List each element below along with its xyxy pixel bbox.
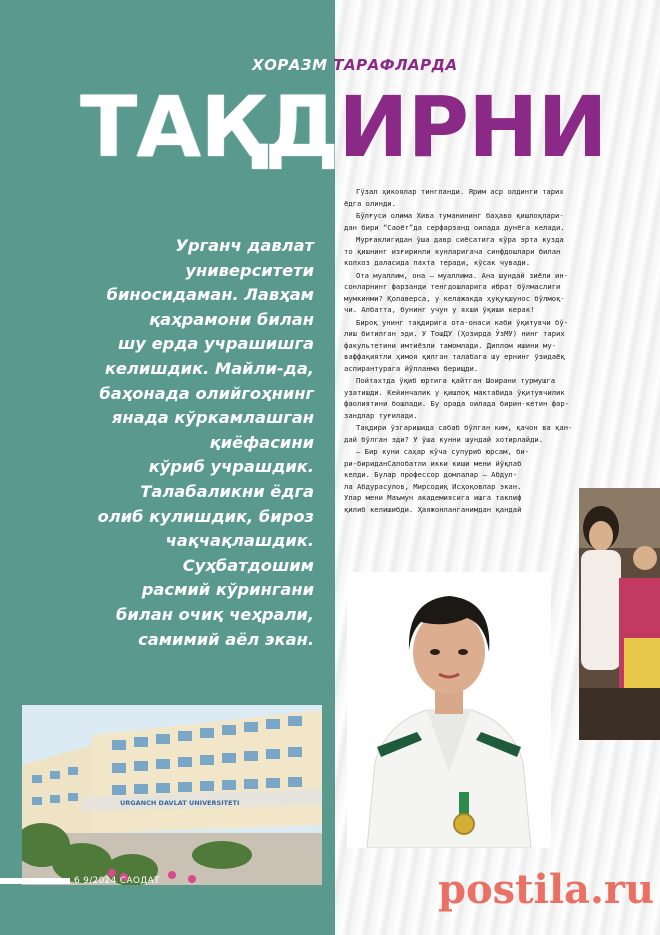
- quote-line: олиб кулишдик, бироз: [97, 506, 314, 526]
- side-photo-students: [579, 488, 660, 740]
- article-line: ри-бириданСалобатли икки киши мени йўқлаб: [344, 458, 522, 468]
- article-line: – Бир куни саҳар кўча супуриб юрсам, би-: [356, 447, 530, 456]
- article-line: факультетини имтиёзли тамомлади. Диплом ишини му-: [344, 340, 557, 350]
- article-line: Бироқ унинг тақдирига ота-онаси каби ўқитувчи бў-: [356, 317, 569, 327]
- article-line: дан бири “Саоёт”да серфарзанд оилада дунёга келади.: [344, 222, 565, 232]
- kicker-word-1: ХОРАЗМ: [252, 56, 328, 74]
- article-line: сонларнинг фарзанди тенгдошларига ибрат бўлмаслиги: [344, 282, 561, 291]
- article-line: қилиб келишибди. Ҳаяжонланганимдан қандай: [344, 504, 522, 514]
- university-building-illustration: [22, 705, 322, 885]
- site-watermark: postila.ru: [438, 866, 655, 913]
- article-line: зандлар туғилади.: [344, 410, 418, 420]
- title-part-white: ТАҚД: [80, 78, 339, 176]
- quote-line: янада кўркамлашган: [111, 408, 314, 428]
- article-line: колхоз даласида пахта теради, кўсак чувади.: [344, 258, 531, 267]
- article-title: [80, 78, 607, 176]
- article-line: Бўлғуси олима Хива туманининг баҳаво қишлоқлари-: [356, 211, 564, 220]
- quote-line: қаҳрамони билан: [149, 309, 314, 329]
- article-line: ваффақиятли ҳимоя қилган талабага шу ернинг ўзидаёқ: [344, 352, 565, 361]
- article-line: Гўзал ҳикоялар тингланди. Ярим аср олдинги тарих: [356, 187, 564, 196]
- article-line: узатишди. Кейинчалик у қишлоқ мактабида ўқитувчилик: [344, 387, 565, 397]
- article-line: фаолиятини бошлади. Бу орада оилада бирин-кетин фар-: [344, 399, 570, 408]
- portrait-photo: [347, 572, 551, 848]
- quote-line: самимий аёл экан.: [138, 629, 314, 649]
- quote-line: Суҳбатдошим: [182, 555, 314, 575]
- page-footer: 6 9/2024 САОДАТ: [74, 876, 160, 886]
- article-line: аспирантурага йўлланма берищди.: [344, 363, 479, 373]
- article-line: Мурғаклигидан ўша давр сиёсатига кўра эрта кузда: [356, 235, 564, 244]
- quote-line: билан очиқ чеҳрали,: [116, 604, 314, 624]
- quote-line: шу ерда учрашишга: [118, 334, 314, 354]
- section-kicker: [252, 56, 458, 74]
- quote-line: биносидаман. Лавҳам: [106, 285, 314, 305]
- article-paragraph: [344, 186, 602, 209]
- article-line: чи. Албатта, бунинг учун у яхши ўқиши керак!: [344, 305, 535, 314]
- article-line: Улар мени Маъмун академиясига ишга таклиф: [344, 493, 522, 502]
- quote-line: қиёфасини: [209, 432, 314, 452]
- portrait-illustration: [347, 572, 551, 848]
- quote-line: университети: [185, 260, 314, 280]
- article-paragraph: [344, 210, 602, 233]
- article-line: ла Абдурасулов, Мирсодиқ Исҳоқовлар экан.: [344, 481, 522, 491]
- article-paragraph: [344, 270, 602, 316]
- article-line: Тақдири ўзгаришида сабаб бўлган ким, қачон ва қан-: [356, 423, 573, 432]
- students-illustration: [579, 488, 660, 740]
- quote-line: баҳонада олийгоҳнинг: [99, 383, 314, 403]
- quote-line: Урганч давлат: [175, 236, 314, 255]
- kicker-word-2: ТАРАФЛАРДА: [333, 56, 458, 74]
- quote-line: кўриб учрашдик.: [148, 457, 314, 477]
- quote-line: келишдик. Майли-да,: [104, 358, 314, 378]
- title-part-purple: ИРНИ: [338, 78, 607, 176]
- article-line: келди. Булар профессор домлалар – Абдул-: [344, 470, 518, 479]
- article-paragraph: [344, 422, 602, 445]
- article-line: Пойтахтда ўқиб юртига қайтган Шоирани турмушга: [356, 376, 556, 385]
- article-paragraph: [344, 446, 602, 515]
- article-paragraph: [344, 317, 602, 375]
- article-line: Ота муаллим, она – муаллима. Ана шундай зиёли ин-: [356, 270, 569, 280]
- article-line: то қишнинг изғиринли кунларигача синфдошлари билан: [344, 246, 561, 256]
- article-line: ёдга олинди.: [344, 198, 396, 208]
- article-line: мумкинми? Қолаверса, у келажакда ҳуқуқшунос бўлмоқ-: [344, 293, 565, 303]
- article-body: [344, 186, 602, 516]
- article-line: дай бўлган эди? У ўша кунни шундай хотирлайди.: [344, 434, 544, 444]
- quote-line: Талабаликни ёдга: [140, 481, 314, 501]
- article-paragraph: [344, 375, 602, 421]
- building-sign: URGANCH DAVLAT UNIVERSITETI: [120, 799, 240, 807]
- quote-line: чақчақлашдик.: [165, 531, 314, 551]
- article-paragraph: [344, 234, 602, 269]
- quote-line: расмий кўрингани: [141, 580, 314, 600]
- pull-quote: [96, 234, 314, 652]
- university-photo: [22, 705, 322, 885]
- article-line: лиш битилган эди. У ТошДУ (Ҳозирда ЎзМУ) нинг тарих: [344, 329, 565, 338]
- footer-rule: [0, 878, 70, 884]
